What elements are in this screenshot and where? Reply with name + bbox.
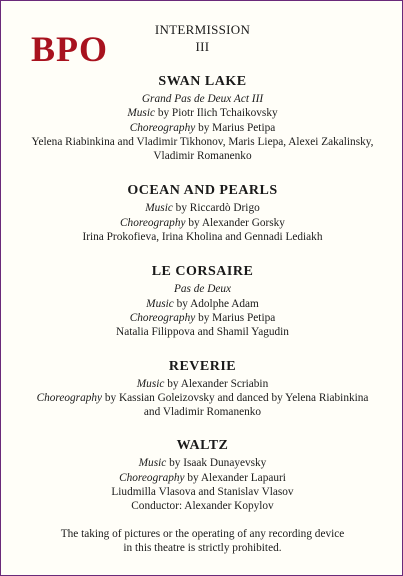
- composer: by Riccardò Drigo: [175, 202, 260, 215]
- section-title: LE CORSAIRE: [151, 264, 254, 280]
- section-le-corsaire: [1, 262, 403, 339]
- music-credit: [1, 201, 403, 215]
- choreography-credit: [1, 121, 403, 135]
- section-waltz: [1, 436, 403, 513]
- recording-notice: [1, 527, 403, 555]
- music-credit: [1, 377, 403, 391]
- choreographer: by Marius Petipa: [198, 121, 276, 134]
- composer: by Adolphe Adam: [176, 297, 259, 310]
- composer: by Isaak Dunayevsky: [169, 457, 267, 470]
- music-label: Music: [145, 202, 173, 215]
- intermission-header: [1, 21, 403, 55]
- intermission-number: III: [195, 39, 210, 54]
- dancers-line: and Vladimir Romanenko: [143, 406, 262, 419]
- choreography-label: Choreography: [129, 311, 196, 324]
- dancers-line: Vladimir Romanenko: [153, 150, 252, 163]
- choreography-label: Choreography: [119, 471, 185, 484]
- choreography-credit: [1, 471, 403, 485]
- section-reverie: [1, 357, 403, 420]
- music-label: Music: [127, 107, 155, 120]
- section-title: WALTZ: [176, 438, 229, 454]
- conductor-line: Conductor: Alexander Kopylov: [131, 500, 274, 513]
- music-label: Music: [138, 457, 167, 470]
- section-ocean-and-pearls: [1, 181, 403, 244]
- choreographer: by Alexander Gorsky: [188, 216, 285, 229]
- choreography-credit: [1, 311, 403, 325]
- choreography-credit: [1, 216, 403, 230]
- music-credit: [1, 106, 403, 120]
- composer: by Alexander Scriabin: [167, 377, 269, 390]
- program-list: [1, 72, 403, 514]
- choreography-label: Choreography: [36, 391, 103, 404]
- section-subtitle: Pas de Deux: [173, 283, 232, 296]
- section-swan-lake: [1, 72, 403, 163]
- choreographer: by Kassian Goleizovsky and danced by Yelena Riabinkina: [104, 391, 369, 404]
- dancers-line: Yelena Riabinkina and Vladimir Tikhonov, Maris Liepa, Alexei Zakalinsky,: [31, 135, 374, 148]
- choreography-credit: [1, 391, 403, 405]
- music-credit: [1, 456, 403, 470]
- intermission-title: INTERMISSION: [154, 22, 251, 37]
- section-subtitle: Grand Pas de Deux Act III: [141, 93, 264, 105]
- section-title: SWAN LAKE: [158, 74, 247, 89]
- section-title: REVERIE: [168, 358, 237, 374]
- dancers-line: Irina Prokofieva, Irina Kholina and Gennadi Lediakh: [82, 231, 323, 244]
- bpo-logo: BPO: [31, 29, 109, 69]
- dancers-line: Natalia Filippova and Shamil Yagudin: [116, 326, 289, 339]
- composer: by Piotr Ilich Tchaikovsky: [157, 107, 278, 120]
- music-label: Music: [146, 297, 174, 310]
- music-label: Music: [136, 377, 165, 390]
- choreographer: by Marius Petipa: [198, 311, 276, 324]
- choreography-label: Choreography: [120, 216, 186, 229]
- choreography-label: Choreography: [129, 121, 196, 134]
- dancers-line: Liudmilla Vlasova and Stanislav Vlasov: [111, 486, 294, 499]
- notice-line: The taking of pictures or the operating of any recording device: [60, 528, 345, 540]
- choreographer: by Alexander Lapauri: [187, 471, 286, 484]
- notice-line: in this theatre is strictly prohibited.: [123, 542, 282, 554]
- music-credit: [1, 297, 403, 311]
- section-title: OCEAN AND PEARLS: [127, 183, 278, 199]
